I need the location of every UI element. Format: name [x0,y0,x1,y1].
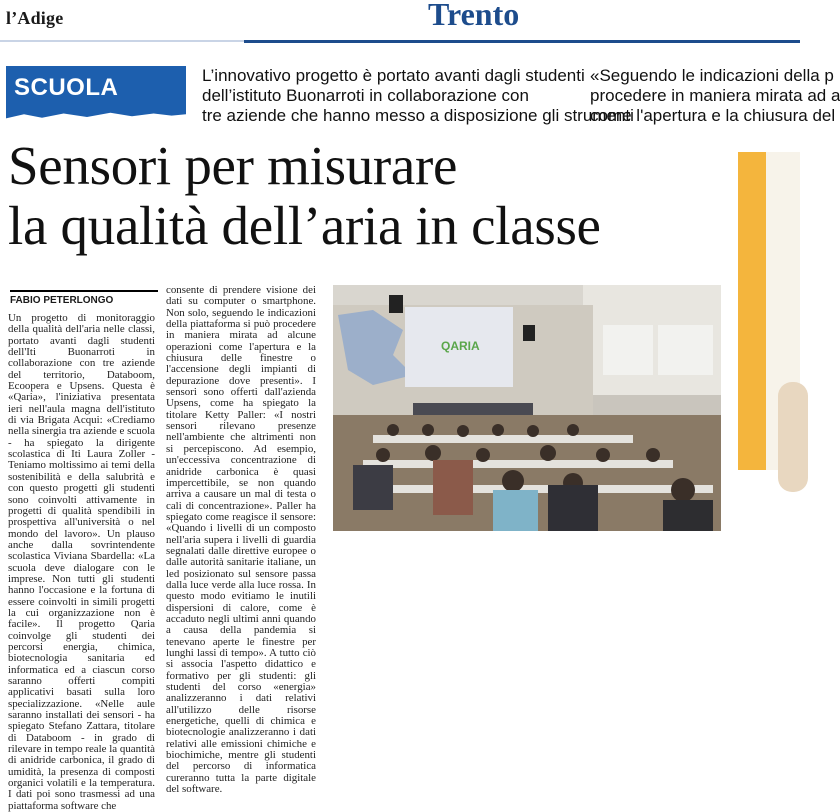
section-tag-wave [6,110,186,124]
city-section-title: Trento [428,0,520,32]
kicker-line: L’innovativo progetto è portato avanti dagli studenti [202,66,585,85]
article-column-2 [166,285,316,795]
section-tag [6,66,186,124]
masthead-rule-accent [244,40,800,43]
screen-logo-text: QARIA [441,339,480,353]
masthead [0,0,800,42]
kicker-line: come l'apertura e la chiusura del [590,106,836,125]
kicker-line: tre aziende che hanno messo a disposizione gli strumenti [202,106,634,125]
side-advertisement [738,152,800,470]
ad-figure [778,382,808,492]
article-text: consente di prendere visione dei dati su computer o smartphone. Non solo, seguendo le indicazioni della piattaforma si può procedere in maniera mirata ad alcune operazioni come l'apertura e la chiusura delle finestre o l'accensione degli impianti di depurazione dove presenti». I sensori sono offerti dall'azienda Upsens, come ha spiegato la titolare Ketty Paller: «I nostri sensori rilevano presenze nell'ambiente che altrimenti non si percepiscono. Ad esempio, un'eccessiva concentrazione di anidride carbonica è quasi impercettibile, se non quando arriva a causare un mal di testa o cali di concentrazione». Paller ha spiegato come reagisce il sensore: «Quando i livelli di un composto nell'aria supera i livelli di guardia segnalati dalle direttive europee o dalle autorità sanitarie italiane, un led posizionato sul sensore passa dalla luce verde alla luce rossa. In questo modo evitiamo le inutili dispersioni di calore, come è accaduto negli ultimi anni quando a causa della pandemia si tenevano aperte le finestre per lunghi lassi di tempo». A tutto ciò si associa l'aspetto didattico e formativo per gli studenti: gli studenti del corso «energia» analizzeranno i dati relativi all'utilizzo delle risorse energetiche, quelli di chimica e biotecnologie analizzeranno i dati relativi alle emissioni chimiche e biochimiche, mentre gli studenti del percorso di informatica cureranno tutta la parte digitale del software. [166,284,316,796]
classroom-photo [333,285,721,531]
section-label: SCUOLA [14,74,119,101]
article-column-1 [8,313,155,812]
headline-line: Sensori per misurare [8,135,458,196]
newspaper-name: l’Adige [6,8,64,28]
kicker-line: «Seguendo le indicazioni della p [590,66,834,85]
classroom-photo-illustration [333,285,721,531]
headline [8,136,601,256]
article-text: Un progetto di monitoraggio della qualità dell'aria nelle classi, portato avanti dagli studenti dell'Iti Buonarroti in collaborazione con tre aziende del territorio, Databoom, Ecoopera e Upsens. Questa è «Qaria», l'iniziativa presentata ieri nell'aula magna dell'istituto di via Brigata Acqui: «Crediamo nella sinergia tra aziende e scuola - ha spiegato la dirigente scolastica di Iti Laura Zoller - Teniamo moltissimo ai temi della sostenibilità e della salubrità e con questo progetti gli studenti sono coinvolti attivamente in progetti di qualità spendibili in prospettiva all'università o nel mondo del lavoro». Un plauso anche dalla sovrintendente scolastica Viviana Sbardella: «La scuola deve dialogare con le imprese. Non tutti gli studenti hanno l'occasione e la fortuna di essere coinvolti in simili progetti la cui organizzazione non è facile». Il progetto Qaria coinvolge gli studenti dei percorsi energia, chimica, biotecnologia sanitaria ed informatica ed a ciascun corso saranno offerti compiti applicativi basati sulla loro specializzazione. «Nelle aule saranno installati dei sensori - ha spiegato Stefano Zattara, titolare di Databoom - in grado di rilevare in tempo reale la quantità di anidride carbonica, il grado di umidità, la presenza di composti organici volatili e la temperatura. I dati poi sono trasmessi ad una piattaforma software che [8,312,155,812]
kicker-left [202,66,634,126]
byline: FABIO PETERLONGO [10,290,158,306]
kicker-line: procedere in maniera mirata ad a [590,86,840,105]
kicker-right [590,66,840,126]
headline-line: la qualità dell’aria in classe [8,195,601,256]
kicker-line: dell’istituto Buonarroti in collaborazione con [202,86,529,105]
